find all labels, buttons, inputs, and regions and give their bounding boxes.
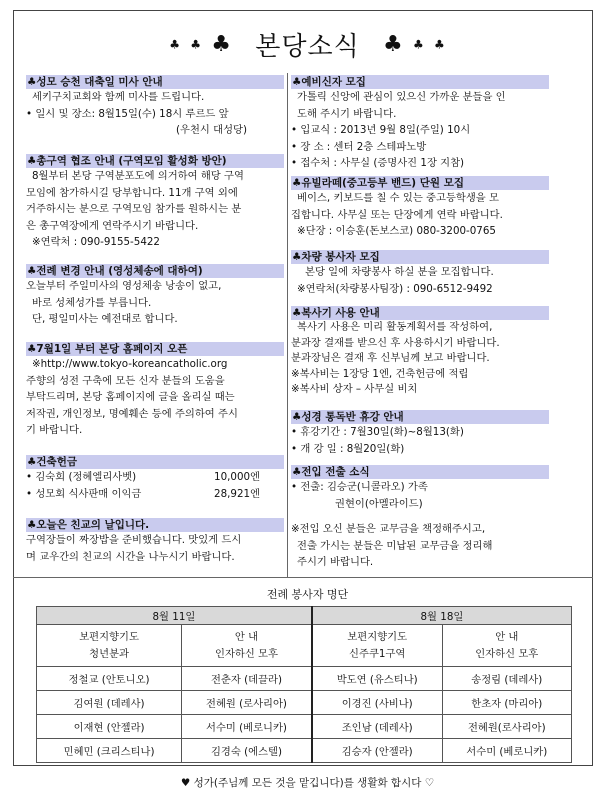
text-line: 본당 일에 차량봉사 하실 분을 모집합니다.	[305, 266, 494, 278]
table-cell: 서수미 (베로니카)	[182, 715, 312, 739]
text-line: • 휴강기간 : 7월30일(화)~8월13(화)	[291, 426, 464, 438]
text-line: 구역장들이 짜장밥을 준비했습니다. 맛있게 드시	[26, 534, 242, 546]
text-line: 주시기 바랍니다.	[297, 556, 374, 569]
text-line: • 개 강 일 : 8월20일(화)	[291, 442, 405, 455]
section-heading: ♣건축헌금	[26, 455, 284, 469]
table-cell: 김경숙 (에스텔)	[182, 739, 312, 763]
text-line: 집합니다. 사무실 또는 단장에게 연락 바랍니다.	[291, 208, 503, 221]
text-line: 가톨릭 신앙에 관심이 있으신 가까운 분들을 인	[297, 91, 506, 103]
fund-label: • 성모회 식사판매 이익금	[26, 487, 142, 500]
roster-title: 전례 봉사자 명단	[266, 588, 349, 601]
role-header: 보편지향기도 신주쿠1구역	[312, 625, 442, 667]
section-heading: ♣예비신자 모집	[291, 75, 549, 89]
table-cell: 전춘자 (데끌라)	[182, 667, 312, 691]
club-icon: ♣	[190, 37, 202, 52]
date-header: 8월 11일	[37, 607, 312, 625]
club-icon: ♣	[434, 37, 446, 52]
text-line: 도해 주시기 바랍니다.	[297, 107, 397, 120]
section-heading: ♣7월1일 부터 본당 홈페이지 오픈	[26, 342, 284, 356]
notice-fellowship-day	[26, 518, 284, 565]
text-line: 모임에 참가하시길 당부합니다. 11개 구역 외에	[26, 186, 238, 199]
text-line: • 전출: 김승군(니콜라오) 가족	[291, 481, 428, 493]
role-header: 보편지향기도 청년분과	[37, 625, 182, 667]
table-row	[37, 625, 572, 667]
text-line: 오늘부터 주일미사의 영성체송 낭송이 없고,	[26, 280, 222, 292]
notice-bible-class-break	[291, 410, 549, 457]
table-cell: 김여원 (데레사)	[37, 691, 182, 715]
text-line: 권현이(아멜라이드)	[335, 497, 423, 510]
text-line: 은 총구역장에게 연락주시기 바랍니다.	[26, 219, 199, 232]
column-divider	[287, 73, 288, 578]
text-line: 베이스, 키보드를 칠 수 있는 중고등학생을 모	[297, 192, 499, 204]
section-heading: ♣전입 전출 소식	[291, 465, 549, 479]
table-row	[37, 607, 572, 625]
table-cell: 이재현 (안젤라)	[37, 715, 182, 739]
table-cell: 송정림 (데레사)	[442, 667, 571, 691]
fund-amount: 10,000엔	[214, 471, 260, 483]
footer-motto: ♥ 성가(주님께 모든 것을 맡깁니다)를 생활화 합시다 ♡	[180, 777, 435, 789]
text-line: 부탁드리며, 본당 홈페이지에 글을 올리실 때는	[26, 391, 235, 404]
table-cell: 김승자 (안젤라)	[312, 739, 442, 763]
text-line: • 장 소 : 센터 2층 스테파노방	[291, 140, 427, 153]
section-heading: ♣차량 봉사자 모집	[291, 250, 549, 264]
notice-liturgy-change	[26, 264, 284, 328]
text-line: 세키구치교회와 함께 미사를 드립니다.	[32, 91, 205, 103]
contact-line: ※연락처 : 090-9155-5422	[32, 236, 160, 249]
text-line: 분과장 결재를 받으신 후 사용하시기 바랍니다.	[291, 336, 500, 349]
text-line: (우천시 대성당)	[176, 124, 247, 137]
fund-row	[26, 469, 284, 486]
notice-youth-band	[291, 176, 549, 240]
club-icon: ♣	[383, 32, 404, 57]
text-line: • 접수처 : 사무실 (증명사진 1장 지참)	[291, 157, 465, 170]
notice-assumption-mass	[26, 75, 284, 139]
title-text: 본당소식	[255, 32, 360, 62]
homepage-link[interactable]: ※http://www.tokyo-koreancatholic.org	[32, 358, 228, 370]
contact-line: ※연락처(차량봉사팀장) : 090-6512-9492	[297, 282, 493, 295]
section-heading: ♣유빌라떼(중고등부 밴드) 단원 모집	[291, 176, 549, 190]
text-line: 분과장님은 결재 후 신부님께 보고 바랍니다.	[291, 352, 490, 365]
table-row	[37, 691, 572, 715]
table-cell: 정철교 (안토니오)	[37, 667, 182, 691]
notice-building-fund	[26, 455, 284, 502]
club-icon: ♣	[413, 37, 425, 52]
section-heading: ♣성경 통독반 휴강 안내	[291, 410, 549, 424]
fund-row	[26, 486, 284, 503]
fund-label: • 김숙희 (정혜엘리사벳)	[26, 471, 137, 483]
text-line: 단, 평일미사는 예전대로 합니다.	[32, 313, 178, 326]
section-heading: ♣복사기 사용 안내	[291, 306, 549, 320]
text-line: 복사기 사용은 미리 활동계획서를 작성하여,	[297, 321, 493, 333]
table-cell: 전혜원(로사리아)	[442, 715, 571, 739]
text-line: • 입교식 : 2013년 9월 8일(주일) 10시	[291, 124, 471, 137]
section-heading: ♣총구역 협조 안내 (구역모임 활성화 방안)	[26, 154, 284, 168]
role-header: 안 내 인자하신 모후	[442, 625, 571, 667]
section-heading: ♣성모 승천 대축일 미사 안내	[26, 75, 284, 89]
club-icon: ♣	[169, 37, 181, 52]
text-line: ※전입 오신 분들은 교무금을 책정해주시고,	[291, 523, 486, 536]
section-heading: ♣전례 변경 안내 (영성체송에 대하여)	[26, 264, 284, 278]
text-line: 8월부터 본당 구역분포도에 의거하여 해당 구역	[32, 170, 244, 182]
notice-transfer	[291, 465, 549, 571]
table-cell: 이경진 (사비나)	[312, 691, 442, 715]
table-cell: 한초자 (마리아)	[442, 691, 571, 715]
text-line: 저작권, 개인정보, 명예훼손 등에 주의하여 주시	[26, 407, 238, 420]
fund-amount: 28,921엔	[214, 487, 260, 500]
date-header: 8월 18일	[312, 607, 572, 625]
text-line: ※복사비는 1장당 1엔, 건축헌금에 적립	[291, 367, 469, 380]
text-line: 며 교우간의 친교의 시간을 나누시기 바랍니다.	[26, 550, 235, 563]
club-icon: ♣	[211, 32, 232, 57]
text-line: 거주하시는 분으로 구역모임 참가를 원하시는 분	[26, 203, 242, 216]
section-divider	[13, 577, 593, 578]
text-line: 바로 성체성가를 부릅니다.	[32, 296, 152, 309]
contact-line: ※단장 : 이승훈(돈보스코) 080-3200-0765	[297, 225, 496, 238]
table-cell: 서수미 (베로니카)	[442, 739, 571, 763]
notice-driver-volunteer	[291, 250, 549, 297]
table-row	[37, 667, 572, 691]
table-cell: 전혜원 (로사리아)	[182, 691, 312, 715]
table-cell: 박도연 (유스티나)	[312, 667, 442, 691]
table-cell: 민혜민 (크리스티나)	[37, 739, 182, 763]
notice-homepage-open	[26, 342, 284, 439]
page-title	[0, 26, 615, 63]
text-line: • 일시 및 장소: 8월15일(수) 18시 루르드 앞	[26, 107, 229, 120]
section-heading: ♣오늘은 친교의 날입니다.	[26, 518, 284, 532]
text-line: 전출 가시는 분들은 미납된 교무금을 정리해	[297, 539, 493, 552]
text-line: 주향의 성전 구축에 모든 신자 분들의 도움을	[26, 374, 225, 387]
text-line: ※복사비 상자 – 사무실 비치	[291, 383, 418, 396]
text-line: 기 바랍니다.	[26, 424, 83, 437]
table-cell: 조인남 (데레사)	[312, 715, 442, 739]
volunteer-roster-table	[36, 606, 572, 763]
table-row	[37, 715, 572, 739]
notice-district-cooperation	[26, 154, 284, 251]
notice-catechumen	[291, 75, 549, 172]
table-row	[37, 739, 572, 763]
notice-copier-usage	[291, 306, 549, 398]
role-header: 안 내 인자하신 모후	[182, 625, 312, 667]
